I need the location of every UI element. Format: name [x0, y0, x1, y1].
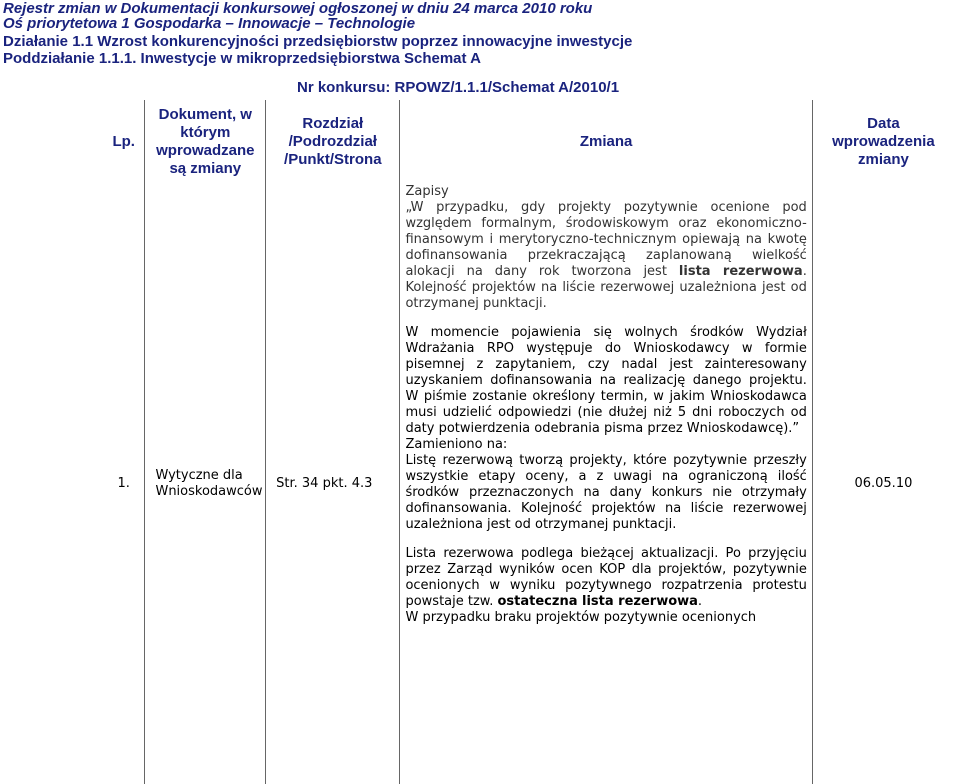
- cell-data: 06.05.10: [854, 476, 913, 491]
- header-lp: Lp.: [103, 100, 145, 184]
- zmiana-paragraph-3: Listę rezerwową tworzą projekty, które pozytywnie przeszły wszystkie etapy oceny, a z uwagi na ograniczoną ilość środków przeznaczonych na dany konkurs nie otrzymały dofinansowania. Kolejność projektów na liście rezerwowej uzależniona jest od otrzymanej punktacji.: [405, 453, 807, 532]
- p1-bold: lista rezerwowa: [678, 264, 803, 279]
- p4-bold: ostateczna lista rezerwowa: [497, 594, 698, 609]
- changes-table: [103, 100, 954, 784]
- cell-lp: 1.: [103, 184, 145, 784]
- zamieniono-label: Zamieniono na:: [405, 437, 508, 452]
- cell-rozdzial: Str. 34 pkt. 4.3: [266, 184, 400, 784]
- table-header-row: [103, 100, 954, 184]
- header-dokument: Dokument, w którym wprowadzane są zmiany: [145, 100, 266, 184]
- header-line-3: Działanie 1.1 Wzrost konkurencyjności przedsiębiorstw poprzez innowacyjne inwestycje: [3, 33, 633, 50]
- p4-end: .: [697, 594, 703, 609]
- cell-dokument: Wytyczne dla Wnioskodawców: [145, 184, 266, 784]
- cell-zmiana: [400, 184, 812, 784]
- zmiana-paragraph-4: [405, 546, 806, 610]
- header-zmiana: Zmiana: [400, 100, 812, 184]
- header-data: Data wprowadzenia zmiany: [832, 115, 935, 168]
- header-rozdzial: Rozdział /Podrozdział /Punkt/Strona: [266, 100, 400, 184]
- zmiana-paragraph-2: W momencie pojawienia się wolnych środków Wydział Wdrażania RPO występuje do Wnioskodawcy w formie pisemnej z zapytaniem, czy nadal jest zainteresowany uzyskaniem dofinansowania na realizację danego projektu. W piśmie zostanie określony termin, w jakim Wnioskodawca musi udzielić odpowiedzi (nie dłużej niż 5 dni roboczych od daty potwierdzenia odebrania pisma przez Wnioskodawcę).”: [405, 325, 807, 436]
- p1-text: „W przypadku, gdy projekty pozytywnie ocenione pod względem formalnym, środowiskowym oraz ekonomiczno-finansowym i merytoryczno-technicznym opiewają na kwotę dofinansowania przekraczającą zaplanowaną wielkość alokacji na dany rok tworzona jest: [405, 200, 807, 279]
- p1-end: . Kolejność projektów na liście rezerwowej uzależniona jest od otrzymanej punktacji.: [405, 264, 807, 311]
- zmiana-paragraph-5: W przypadku braku projektów pozytywnie ocenionych: [405, 610, 757, 625]
- nr-konkursu: Nr konkursu: RPOWZ/1.1.1/Schemat A/2010/1: [297, 79, 620, 96]
- p4-text: Lista rezerwowa podlega bieżącej aktualizacji. Po przyjęciu przez Zarząd wyników ocen KOP dla projektów, pozytywnie ocenionych w wyniku pozytywnego rozpatrzenia protestu powstaje tzw.: [405, 546, 807, 609]
- header-line-2: Oś priorytetowa 1 Gospodarka – Innowacje – Technologie: [3, 15, 416, 32]
- zapisy-label: Zapisy: [405, 184, 449, 199]
- header-line-4: Poddziałanie 1.1.1. Inwestycje w mikroprzedsiębiorstwa Schemat A: [3, 50, 481, 67]
- zmiana-paragraph-1: [405, 200, 806, 312]
- table-row: [103, 184, 954, 784]
- header-line-1: Rejestr zmian w Dokumentacji konkursowej ogłoszonej w dniu 24 marca 2010 roku: [3, 0, 593, 17]
